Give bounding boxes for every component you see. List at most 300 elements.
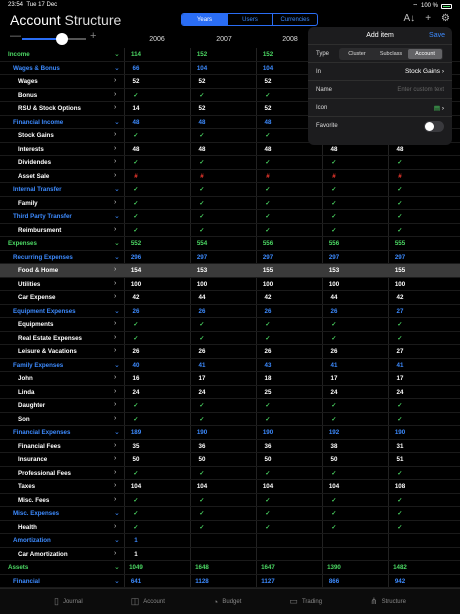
check-icon: ✓ [265,510,271,517]
cell-value: 31 [396,442,404,450]
check-icon: ✓ [199,469,205,477]
type-option-cluster[interactable]: Cluster [348,51,366,57]
table-row[interactable] [0,291,460,305]
chevron-down-icon[interactable]: ⌄ [114,564,120,571]
popover-title: Add item [366,32,394,39]
check-icon: ✓ [265,186,271,193]
table-row[interactable] [0,318,460,332]
check-icon: ✓ [133,510,139,517]
check-icon: ✓ [133,186,139,193]
cell-value: 552 [130,240,142,247]
cell-value: 44 [330,294,338,301]
cell-value: 27 [396,348,404,355]
check-icon: ✓ [397,226,403,234]
check-icon: ✓ [331,510,337,517]
chevron-right-icon[interactable]: › [114,104,117,111]
tab-trading[interactable] [289,589,322,614]
cell-value: 26 [330,307,338,315]
check-icon: ✓ [265,159,271,166]
cell-value: 36 [264,442,272,450]
cell-value: 18 [264,375,272,382]
check-icon: ✓ [331,496,337,504]
cell-value: 43 [264,361,272,369]
sort-az-icon[interactable]: A↓ [403,13,416,24]
check-icon: ✓ [331,199,337,207]
row-label: Dividendes [18,159,52,166]
cell-value: 42 [396,294,404,301]
chevron-right-icon[interactable]: › [114,374,117,381]
check-icon: ✓ [331,186,337,193]
row-label: Daughter [18,402,46,409]
cell-value: 48 [198,118,206,126]
cell-value: # [200,172,204,180]
battery-label: 100 % [420,3,438,9]
cell-value: 26 [264,307,272,315]
cell-value: 52 [198,105,206,112]
cell-value: 24 [396,388,404,396]
type-segmented-control [339,48,443,60]
chevron-down-icon[interactable]: ⌄ [114,361,120,369]
row-label: Reimbursment [18,226,62,234]
cell-value: 104 [328,483,340,490]
zoom-out-icon[interactable]: — [10,30,21,42]
zoom-in-icon[interactable]: + [90,30,97,42]
cell-value: 50 [198,456,206,463]
check-icon: ✓ [133,199,139,207]
check-icon: ✓ [133,402,139,409]
check-icon: ✓ [199,321,205,328]
tab-structure[interactable] [370,589,406,614]
row-label: Leisure & Vacations [18,348,77,355]
check-icon: ✓ [397,199,403,207]
tab-users[interactable]: Users [227,14,272,25]
cell-value: 104 [130,483,142,490]
type-label: Type [316,51,330,57]
table-row[interactable] [0,575,460,589]
table-row[interactable] [0,224,460,238]
cell-value: 556 [262,240,274,247]
check-icon: ✓ [397,402,403,409]
cell-value: 100 [328,280,340,288]
status-bar [0,0,460,10]
year-header-2008: 2008 [282,36,298,43]
table-row[interactable] [0,359,460,373]
check-icon: ✓ [133,469,139,477]
chevron-right-icon[interactable]: › [114,455,117,462]
header-actions [404,13,450,24]
chevron-down-icon[interactable]: ⌄ [114,429,120,436]
table-row[interactable] [0,251,460,265]
table-row[interactable] [0,170,460,184]
name-input[interactable]: Enter custom text [397,87,444,93]
cell-value: 26 [132,307,140,315]
budget-icon: ◔ [212,596,219,607]
row-label: Family Expenses [13,361,64,369]
wifi-icon: ⌔ [412,4,418,10]
cell-value: 35 [132,442,140,450]
cell-value: 100 [130,280,142,288]
check-icon: ✓ [331,402,337,409]
table-row[interactable] [0,480,460,494]
table-row[interactable] [0,507,460,521]
cell-value: # [134,172,138,180]
chevron-right-icon[interactable]: › [114,347,117,354]
check-icon: ✓ [265,496,271,504]
cell-value: 190 [394,429,406,436]
chevron-down-icon[interactable]: ⌄ [114,51,120,58]
check-icon: ✓ [397,523,403,531]
check-icon: ✓ [331,523,337,531]
check-icon: ✓ [199,415,205,423]
chevron-right-icon[interactable]: › [114,225,117,233]
cell-value: 555 [394,240,406,247]
row-label: Family [18,199,38,207]
cell-value: 104 [196,64,208,72]
check-icon: ✓ [133,132,139,139]
cell-value: 51 [396,456,404,463]
chevron-down-icon[interactable]: ⌄ [114,186,120,193]
tab-bar [0,588,460,614]
cell-value: 27 [396,307,404,315]
cell-value: 26 [330,348,338,355]
cell-value: 26 [198,348,206,355]
cell-value: 17 [330,375,338,382]
basket-icon: ▤ [433,105,441,112]
tab-budget[interactable] [213,589,241,614]
check-icon: ✓ [397,186,403,193]
tab-label: Trading [301,598,323,605]
check-icon: ✓ [397,321,403,328]
cell-value: 641 [130,577,142,585]
icon-label: Icon [316,105,328,111]
type-option-account[interactable]: Account [408,49,442,59]
type-row [308,44,452,62]
icon-value [434,104,444,112]
chevron-right-icon[interactable]: › [114,387,117,395]
row-label: Amortization [13,537,51,544]
table-row[interactable] [0,440,460,454]
cell-value: 1390 [327,564,341,571]
check-icon: ✓ [199,226,205,234]
status-right [412,2,452,10]
check-icon: ✓ [265,226,271,234]
cell-value: 189 [130,429,142,436]
check-icon: ✓ [133,213,139,220]
table-row[interactable] [0,494,460,508]
add-icon[interactable]: + [425,13,432,24]
table-row[interactable] [0,345,460,359]
zoom-slider-knob[interactable] [56,33,68,45]
chevron-right-icon[interactable]: › [114,333,117,341]
row-label: Financial Expenses [13,429,71,436]
table-row[interactable] [0,264,460,278]
cell-value: 104 [196,483,208,490]
check-icon: ✓ [331,226,337,234]
check-icon: ✓ [199,186,205,193]
cell-value: 48 [396,145,404,153]
table-row[interactable] [0,561,460,575]
cell-value: 100 [394,280,406,288]
check-icon: ✓ [331,159,337,166]
cell-value: 66 [132,64,140,72]
check-icon: ✓ [265,132,271,139]
row-label: Misc. Expenses [13,510,60,517]
row-label: Wages [18,78,38,85]
page-title: Account Structure [10,12,122,28]
row-label: Car Amortization [18,550,68,558]
chevron-right-icon[interactable]: › [114,144,117,152]
row-label: Equipments [18,321,54,328]
check-icon: ✓ [265,91,271,99]
chevron-down-icon[interactable]: ⌄ [114,118,120,126]
cell-value: 152 [196,51,208,58]
cell-value: 100 [196,280,208,288]
in-row[interactable] [308,62,452,80]
table-row[interactable] [0,278,460,292]
cell-value: 1648 [195,564,209,571]
cell-value: # [398,172,402,180]
check-icon: ✓ [265,415,271,423]
check-icon: ✓ [133,523,139,531]
cell-value: 16 [132,375,140,382]
chevron-down-icon[interactable]: ⌄ [114,307,120,315]
cell-value: 48 [198,145,206,153]
chevron-right-icon[interactable]: › [114,77,117,84]
check-icon: ✓ [397,334,403,342]
cell-value: 1 [134,550,138,558]
check-icon: ✓ [265,321,271,328]
tab-currencies[interactable]: Currencies [272,14,317,25]
check-icon: ✓ [331,321,337,328]
row-label: Car Expense [18,294,56,301]
table-row[interactable] [0,197,460,211]
popover-header [308,27,452,44]
cell-value: 50 [264,456,272,463]
chevron-right-icon[interactable]: › [114,414,117,422]
check-icon: ✓ [133,321,139,328]
cell-value: 24 [132,388,140,396]
tab-account[interactable] [131,589,165,614]
tab-label: Budget [222,598,242,605]
table-row[interactable] [0,548,460,562]
chevron-right-icon[interactable]: › [114,522,117,530]
cell-value: 296 [130,253,142,261]
row-label: Bonus [18,91,38,99]
cell-value: 48 [132,118,140,126]
cell-value: 1 [134,537,138,544]
cell-value: 192 [328,429,340,436]
check-icon: ✓ [199,510,205,517]
tab-years[interactable]: Years [182,14,227,25]
chevron-right-icon[interactable]: › [114,158,117,165]
chevron-down-icon[interactable]: ⌄ [114,240,120,247]
row-label: Asset Sale [18,172,50,180]
check-icon: ✓ [331,469,337,477]
cell-value: 1482 [393,564,407,571]
check-icon: ✓ [133,496,139,504]
in-value: Stock Gains › [404,68,444,75]
table-row[interactable] [0,372,460,386]
chevron-right-icon[interactable]: › [114,468,117,476]
row-label: Internal Transfer [13,186,62,193]
zoom-slider[interactable] [22,38,86,40]
chevron-right-icon[interactable]: › [114,279,117,287]
cell-value: 153 [196,267,208,274]
cell-value: 556 [328,240,340,247]
type-option-subclass[interactable]: Subclass [379,51,403,57]
chevron-right-icon[interactable]: › [114,131,117,138]
save-button[interactable]: Save [429,32,445,39]
row-label: Food & Home [18,267,59,274]
check-icon: ✓ [133,334,139,342]
table-row[interactable] [0,467,460,481]
cell-value: 100 [262,280,274,288]
check-icon: ✓ [199,199,205,207]
chevron-right-icon[interactable]: › [114,90,117,98]
table-row[interactable] [0,237,460,251]
table-row[interactable] [0,453,460,467]
cell-value: 52 [264,105,272,112]
cell-value: 48 [132,145,140,153]
table-row[interactable] [0,156,460,170]
chevron-right-icon: › [441,68,444,75]
check-icon: ✓ [397,213,403,220]
cell-value: 108 [394,483,406,490]
check-icon: ✓ [265,199,271,207]
tab-label: Journal [62,598,83,605]
in-label: In [316,69,322,75]
check-icon: ✓ [265,523,271,531]
chevron-right-icon[interactable]: › [114,495,117,503]
cell-value: # [332,172,336,180]
name-row[interactable] [308,80,452,98]
add-item-popover [308,27,452,145]
check-icon: ✓ [133,415,139,423]
table-row[interactable] [0,534,460,548]
cell-value: 50 [330,456,338,463]
row-label: Financial Income [13,118,64,126]
table-row[interactable] [0,426,460,440]
cell-value: 155 [394,267,406,274]
check-icon: ✓ [265,469,271,477]
check-icon: ✓ [199,334,205,342]
cell-value: 24 [198,388,206,396]
cell-value: 297 [328,253,340,261]
cell-value: 52 [132,78,140,85]
check-icon: ✓ [133,226,139,234]
chevron-down-icon[interactable]: ⌄ [114,577,120,585]
tab-label: Account [143,598,165,605]
cell-value: 26 [264,348,272,355]
view-segmented-control [181,13,318,26]
cell-value: 14 [132,105,140,112]
chevron-down-icon[interactable]: ⌄ [114,537,120,544]
chevron-down-icon[interactable]: ⌄ [114,64,120,72]
chevron-right-icon[interactable]: › [114,482,117,489]
check-icon: ✓ [397,415,403,423]
row-label: Utilities [18,280,41,288]
check-icon: ✓ [133,159,139,166]
gear-icon[interactable]: ⚙ [441,13,450,24]
table-row[interactable] [0,210,460,224]
cell-value: 297 [394,253,406,261]
row-label: Professional Fees [18,469,71,477]
row-label: Assets [8,564,29,571]
cell-value: 1647 [261,564,275,571]
chevron-right-icon[interactable]: › [114,320,117,327]
chevron-right-icon[interactable]: › [114,171,117,179]
chevron-down-icon[interactable]: ⌄ [114,213,120,220]
cell-value: 36 [198,442,206,450]
chevron-right-icon[interactable]: › [114,293,117,300]
icon-row[interactable] [308,98,452,116]
chevron-right-icon[interactable]: › [114,198,117,206]
status-time: 23:54 Tue 17 Dec [8,2,58,8]
cell-value: 42 [132,294,140,301]
cell-value: # [266,172,270,180]
check-icon: ✓ [199,91,205,99]
tab-journal[interactable] [54,589,83,614]
structure-icon: ⋔ [370,596,378,606]
chevron-right-icon[interactable]: › [114,401,117,408]
chevron-down-icon[interactable]: ⌄ [114,510,120,517]
cell-value: 26 [132,348,140,355]
check-icon: ✓ [397,159,403,166]
account-icon: ◫ [130,596,140,606]
row-label: Wages & Bonus [13,64,60,72]
check-icon: ✓ [331,213,337,220]
name-label: Name [316,87,333,93]
cell-value: 153 [328,267,340,274]
check-icon: ✓ [397,469,403,477]
chevron-right-icon[interactable]: › [114,266,117,273]
table-row[interactable] [0,183,460,197]
cell-value: 297 [262,253,274,261]
cell-value: 38 [330,442,338,450]
check-icon: ✓ [331,415,337,423]
chevron-right-icon[interactable]: › [114,441,117,449]
cell-value: 25 [264,388,272,396]
check-icon: ✓ [265,213,271,220]
check-icon: ✓ [199,213,205,220]
chevron-right-icon[interactable]: › [114,549,117,557]
row-label: Insurance [18,456,48,463]
favorite-toggle[interactable] [424,121,444,132]
cell-value: 41 [330,361,338,369]
table-row[interactable] [0,386,460,400]
row-label: Linda [18,388,35,396]
table-row[interactable] [0,521,460,535]
row-label: Equipment Expenses [13,307,76,315]
row-label: Health [18,523,37,531]
cell-value: 41 [198,361,206,369]
table-row[interactable] [0,399,460,413]
chevron-down-icon[interactable]: ⌄ [114,253,120,261]
check-icon: ✓ [397,510,403,517]
cell-value: 52 [198,78,206,85]
cell-value: 942 [394,577,406,585]
table-row[interactable] [0,413,460,427]
check-icon: ✓ [199,523,205,531]
cell-value: 42 [264,294,272,301]
cell-value: 866 [328,577,340,585]
cell-value: 1128 [195,577,209,585]
cell-value: 41 [396,361,404,369]
table-row[interactable] [0,305,460,319]
cell-value: 190 [196,429,208,436]
table-row[interactable] [0,332,460,346]
year-header-2006: 2006 [149,36,165,43]
